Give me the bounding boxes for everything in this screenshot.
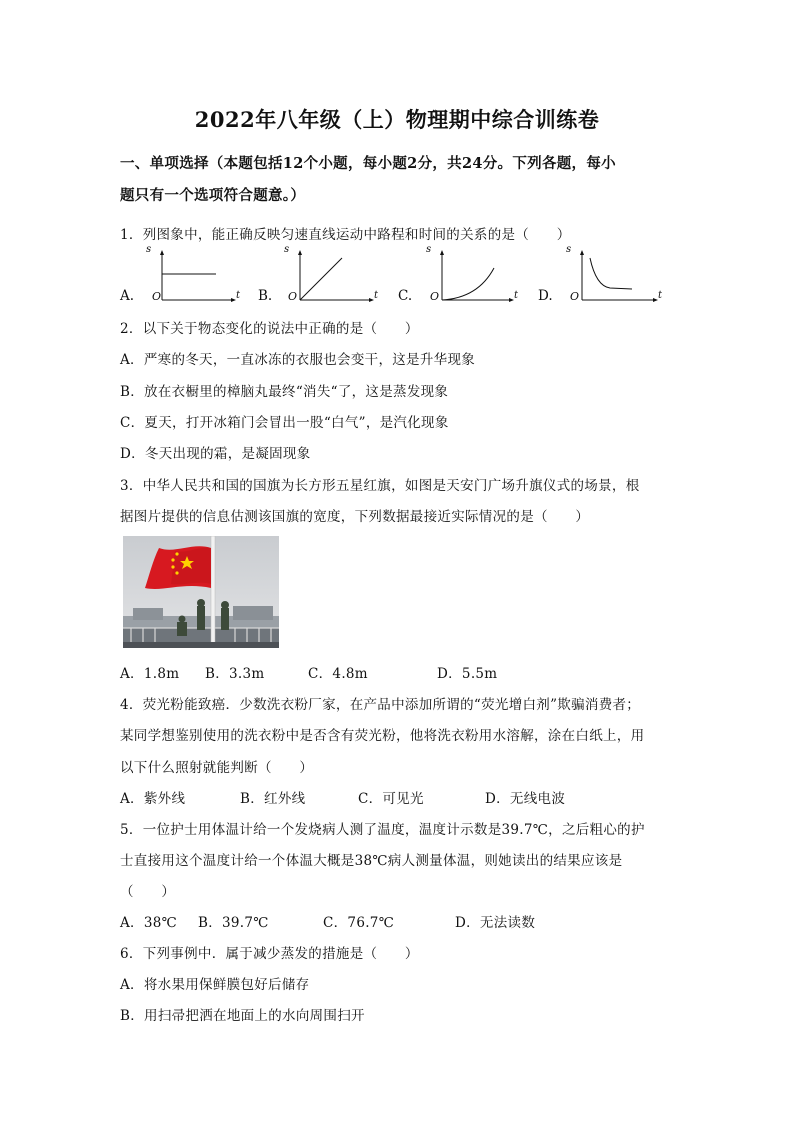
q4-stem-line-1: 4．荧光粉能致癌．少数洗衣粉厂家，在产品中添加所谓的“荧光增白剂”欺骗消费者；	[120, 697, 641, 713]
q1-graph-c-y-arrow	[440, 250, 444, 255]
q1-graph-c-x-arrow	[509, 298, 514, 302]
q1-graph-options	[120, 244, 680, 308]
q1-graph-b-curve	[300, 258, 342, 300]
q3-stem-line-2: 据图片提供的信息估测该国旗的宽度，下列数据最接近实际情况的是（ ）	[120, 509, 590, 525]
q1-option-b-graph	[258, 244, 379, 308]
q3-option-d: D．5.5m	[437, 666, 498, 682]
q5-option-b: B．39.7℃	[198, 915, 269, 931]
q1-option-d-axis-t: t	[658, 290, 663, 301]
q1-option-c-graph	[398, 244, 519, 308]
q1-graph-d-svg	[538, 248, 664, 308]
q1-graph-b-svg	[258, 248, 378, 308]
q1-option-d-label: D.	[538, 288, 553, 304]
q6-option-a: A．将水果用保鲜膜包好后储存	[120, 977, 310, 993]
q6-stem: 6．下列事例中．属于减少蒸发的措施是（ ）	[120, 946, 419, 962]
q1-graph-a-x-arrow	[231, 298, 236, 302]
q2-stem: 2．以下关于物态变化的说法中正确的是（ ）	[120, 321, 419, 337]
q4-option-d: D．无线电波	[485, 791, 566, 807]
q4-option-b: B．红外线	[240, 791, 306, 807]
q1-option-d-origin: O	[570, 290, 580, 303]
section-heading-line-1: 一、单项选择（本题包括12个小题，每小题2分，共24分。下列各题，每小	[120, 155, 616, 172]
q5-option-c: C．76.7℃	[323, 915, 395, 931]
flag-raising-photo	[123, 536, 279, 648]
q6-option-b: B．用扫帚把洒在地面上的水向周围扫开	[120, 1008, 365, 1024]
q5-option-d: D．无法读数	[455, 915, 536, 931]
q1-graph-b-y-arrow	[298, 250, 302, 255]
q1-graph-d-curve	[590, 258, 632, 289]
q5-option-a: A．38℃	[120, 915, 178, 931]
q2-option-b: B．放在衣橱里的樟脑丸最终“消失“了，这是蒸发现象	[120, 384, 449, 400]
flag-raising-photo-svg	[123, 536, 279, 648]
q1-option-b-origin: O	[288, 290, 298, 303]
q1-option-a-graph	[120, 244, 241, 308]
q4-option-c: C．可见光	[358, 791, 424, 807]
q2-option-c: C．夏天，打开冰箱门会冒出一股“白气”，是汽化现象	[120, 415, 449, 431]
q1-option-a-axis-t: t	[236, 290, 241, 301]
q1-option-c-label: C.	[398, 288, 413, 304]
q1-option-a-label: A.	[120, 288, 135, 304]
q1-option-d-axis-s: s	[566, 244, 572, 255]
q1-graph-c-curve	[442, 268, 494, 300]
q1-graph-a-y-arrow	[160, 250, 164, 255]
q2-option-a: A．严寒的冬天，一直冰冻的衣服也会变干，这是升华现象	[120, 352, 476, 368]
q3-option-c: C．4.8m	[308, 666, 368, 682]
q3-stem-line-1: 3．中华人民共和国的国旗为长方形五星红旗，如图是天安门广场升旗仪式的场景，根	[120, 478, 640, 494]
section-heading-line-2: 题只有一个选项符合题意。）	[120, 187, 306, 204]
q4-options	[0, 787, 794, 807]
q1-graph-c-svg	[398, 248, 518, 308]
q3-option-a: A．1.8m	[120, 666, 180, 682]
q1-option-a-axis-s: s	[146, 244, 152, 255]
q1-graph-d-x-arrow	[653, 298, 658, 302]
q1-option-c-axis-t: t	[514, 290, 519, 301]
q4-stem-line-2: 某同学想鉴别使用的洗衣粉中是否含有荧光粉，他将洗衣粉用水溶解，涂在白纸上，用	[120, 728, 645, 744]
q3-option-b: B．3.3m	[205, 666, 265, 682]
q1-option-d-graph	[538, 244, 663, 308]
q5-stem-line-1: 5．一位护士用体温计给一个发烧病人测了温度，温度计示数是39.7℃，之后粗心的护	[120, 822, 645, 838]
q1-stem: 1．列图象中，能正确反映匀速直线运动中路程和时间的关系的是（ ）	[120, 227, 571, 243]
q5-options	[0, 911, 794, 931]
q4-option-a: A．紫外线	[120, 791, 186, 807]
q1-option-c-origin: O	[430, 290, 440, 303]
q3-options	[0, 662, 794, 682]
q4-stem-line-3: 以下什么照射就能判断（ ）	[120, 760, 314, 776]
q1-option-c-axis-s: s	[426, 244, 432, 255]
q5-stem-line-2: 士直接用这个温度计给一个体温大概是38℃病人测量体温，则她读出的结果应该是	[120, 853, 623, 869]
q1-graph-b-x-arrow	[369, 298, 374, 302]
q1-option-b-label: B.	[258, 288, 273, 304]
page-title: 2022年八年级（上）物理期中综合训练卷	[194, 107, 600, 132]
q1-option-a-origin: O	[152, 290, 162, 303]
q1-option-b-axis-t: t	[374, 290, 379, 301]
q2-option-d: D．冬天出现的霜，是凝固现象	[120, 446, 311, 462]
q1-option-b-axis-s: s	[284, 244, 290, 255]
q1-graph-a-svg	[120, 248, 240, 308]
q5-stem-line-3: （ ）	[120, 884, 176, 900]
q1-graph-d-y-arrow	[580, 250, 584, 255]
